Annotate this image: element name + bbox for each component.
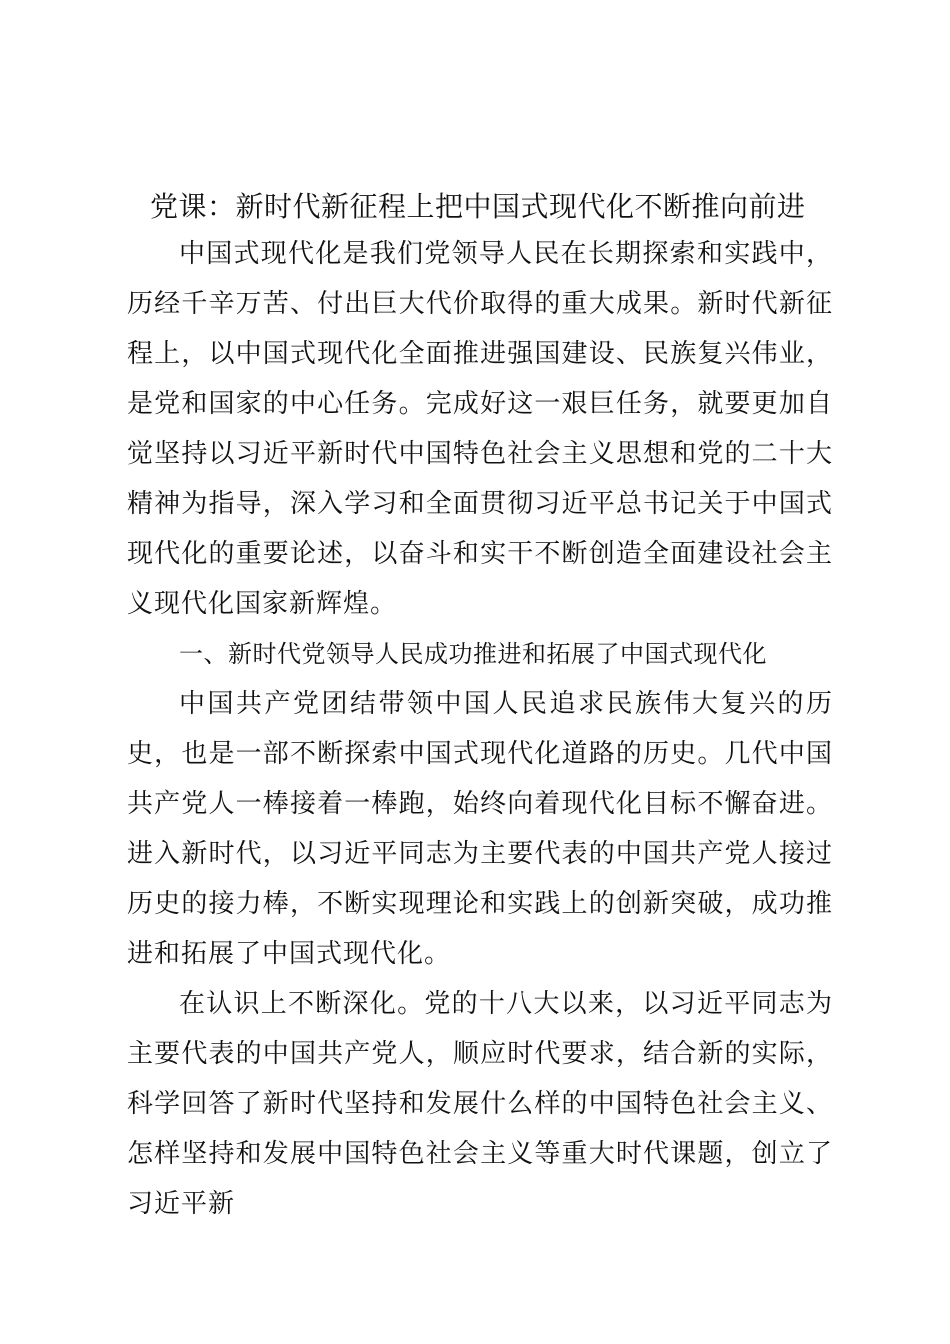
document-title: 党课：新时代新征程上把中国式现代化不断推向前进 xyxy=(150,190,806,223)
section-heading-1: 一、新时代党领导人民成功推进和拓展了中国式现代化 xyxy=(179,640,767,668)
paragraph-intro: 中国式现代化是我们党领导人民在长期探索和实践中，历经千辛万苦、付出巨大代价取得的重大成果。新时代新征程上，以中国式现代化全面推进强国建设、民族复兴伟业，是党和国家的中心任务。完成好这一艰巨任务，就要更加自觉坚持以习近平新时代中国特色社会主义思想和党的二十大精神为指导，深入学习和全面贯彻习近平总书记关于中国式现代化的重要论述，以奋斗和实干不断创造全面建设社会主义现代化国家新辉煌。 xyxy=(127,239,833,619)
document-body xyxy=(127,229,833,1229)
paragraph-understanding: 在认识上不断深化。党的十八大以来，以习近平同志为主要代表的中国共产党人，顺应时代要求，结合新的实际，科学回答了新时代坚持和发展什么样的中国特色社会主义、怎样坚持和发展中国特色社会主义等重大时代课题，创立了习近平新 xyxy=(127,989,833,1219)
paragraph-history: 中国共产党团结带领中国人民追求民族伟大复兴的历史，也是一部不断探索中国式现代化道路的历史。几代中国共产党人一棒接着一棒跑，始终向着现代化目标不懈奋进。进入新时代，以习近平同志为主要代表的中国共产党人接过历史的接力棒，不断实现理论和实践上的创新突破，成功推进和拓展了中国式现代化。 xyxy=(127,689,833,969)
